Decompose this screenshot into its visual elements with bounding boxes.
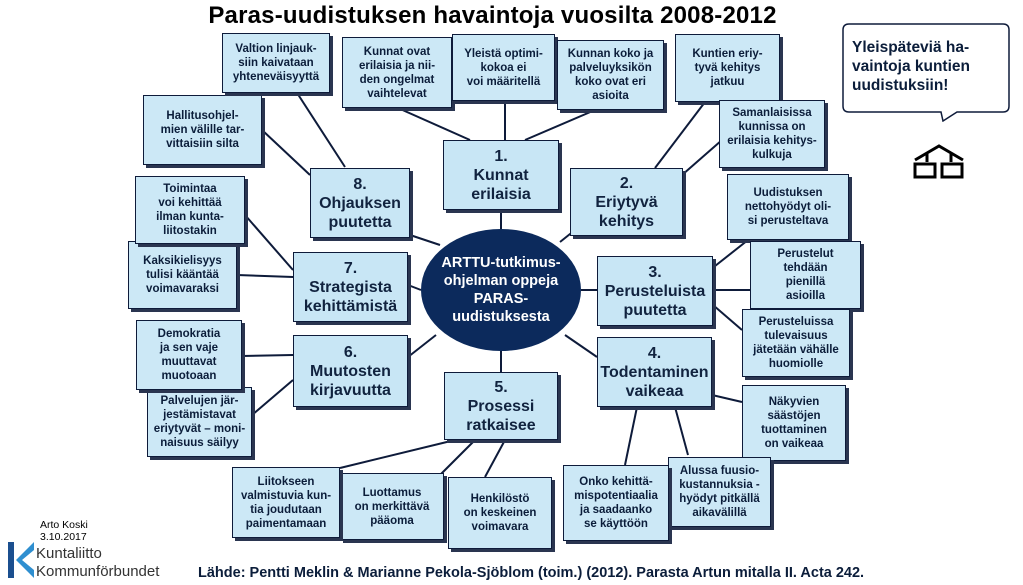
finding-box-8: Perusteluissa tulevaisuus jätetään vähälle huomiolle bbox=[742, 309, 850, 377]
callout-text: Yleispäteviä ha- vaintoja kuntien uudistuksiin! bbox=[852, 39, 970, 94]
finding-box-15: Palvelujen jär- jestämistavat eriytyvät – moni- naisuus säilyy bbox=[147, 387, 252, 457]
finding-box-13: Luottamus on merkittävä pääoma bbox=[340, 473, 444, 540]
finding-box-2: Yleistä optimi- kokoa ei voi määritellä bbox=[452, 34, 555, 101]
finding-box-11: Onko kehittä- mispotentiaalia ja saadaanko se käyttöön bbox=[563, 465, 669, 541]
category-7-box: 7. Strategista kehittämistä bbox=[293, 252, 408, 322]
finding-box-10: Alussa fuusio- kustannuksia - hyödyt pitkällä aikavälillä bbox=[668, 457, 771, 527]
finding-box-1: Kunnat ovat erilaisia ja nii- den ongelmat vaihtelevat bbox=[342, 37, 452, 108]
finding-box-6: Uudistuksen nettohyödyt oli- si perusteltava bbox=[727, 174, 849, 240]
category-1-box: 1. Kunnat erilaisia bbox=[443, 140, 559, 210]
finding-box-3: Kunnan koko ja palveluyksikön koko ovat eri asioita bbox=[557, 40, 664, 110]
logo-text-line1: Kuntaliitto bbox=[36, 545, 102, 562]
finding-box-17: Kaksikielisyys tulisi kääntää voimavaraksi bbox=[128, 241, 237, 309]
finding-box-5: Samanlaisissa kunnissa on erilaisia kehitys- kulkuja bbox=[719, 100, 825, 168]
finding-box-9: Näkyvien säästöjen tuottaminen on vaikeaa bbox=[742, 385, 846, 461]
category-8-box: 8. Ohjauksen puutetta bbox=[310, 168, 410, 238]
finding-box-18: Toimintaa voi kehittää ilman kunta- liitostakin bbox=[135, 176, 245, 244]
category-6-box: 6. Muutosten kirjavuutta bbox=[293, 335, 408, 407]
finding-box-19: Hallitusohjel- mien välille tar- vittaisiin silta bbox=[143, 95, 262, 165]
finding-box-7: Perustelut tehdään pienillä asioilla bbox=[750, 241, 861, 309]
diagram-title: Paras-uudistuksen havaintoja vuosilta 2008-2012 bbox=[208, 2, 777, 29]
finding-box-20: Valtion linjauk- siin kaivataan yhteneväisyyttä bbox=[222, 33, 330, 93]
category-5-box: 5. Prosessi ratkaisee bbox=[444, 372, 558, 440]
category-4-box: 4. Todentaminen vaikeaa bbox=[597, 337, 712, 407]
author-date: Arto Koski 3.10.2017 bbox=[40, 519, 88, 543]
logo-text-line2: Kommunförbundet bbox=[36, 563, 160, 580]
group-of-people-icon bbox=[911, 140, 969, 180]
category-2-box: 2. Eriytyvä kehitys bbox=[570, 168, 683, 236]
source-citation: Lähde: Pentti Meklin & Marianne Pekola-Sjöblom (toim.) (2012). Parasta Artun mitalla II. Acta 242. bbox=[198, 565, 865, 581]
finding-box-12: Henkilöstö on keskeinen voimavara bbox=[448, 477, 552, 549]
finding-box-16: Demokratia ja sen vaje muuttavat muotoaan bbox=[136, 320, 242, 390]
kuntaliitto-logo-icon bbox=[4, 540, 38, 580]
finding-box-4: Kuntien eriy- tyvä kehitys jatkuu bbox=[675, 34, 780, 102]
category-3-box: 3. Perusteluista puutetta bbox=[597, 256, 713, 326]
finding-box-14: Liitokseen valmistuvia kun- tia joudutaan paimentamaan bbox=[232, 467, 340, 538]
central-topic-hub: ARTTU-tutkimus- ohjelman oppeja PARAS- uudistuksesta bbox=[421, 229, 581, 351]
